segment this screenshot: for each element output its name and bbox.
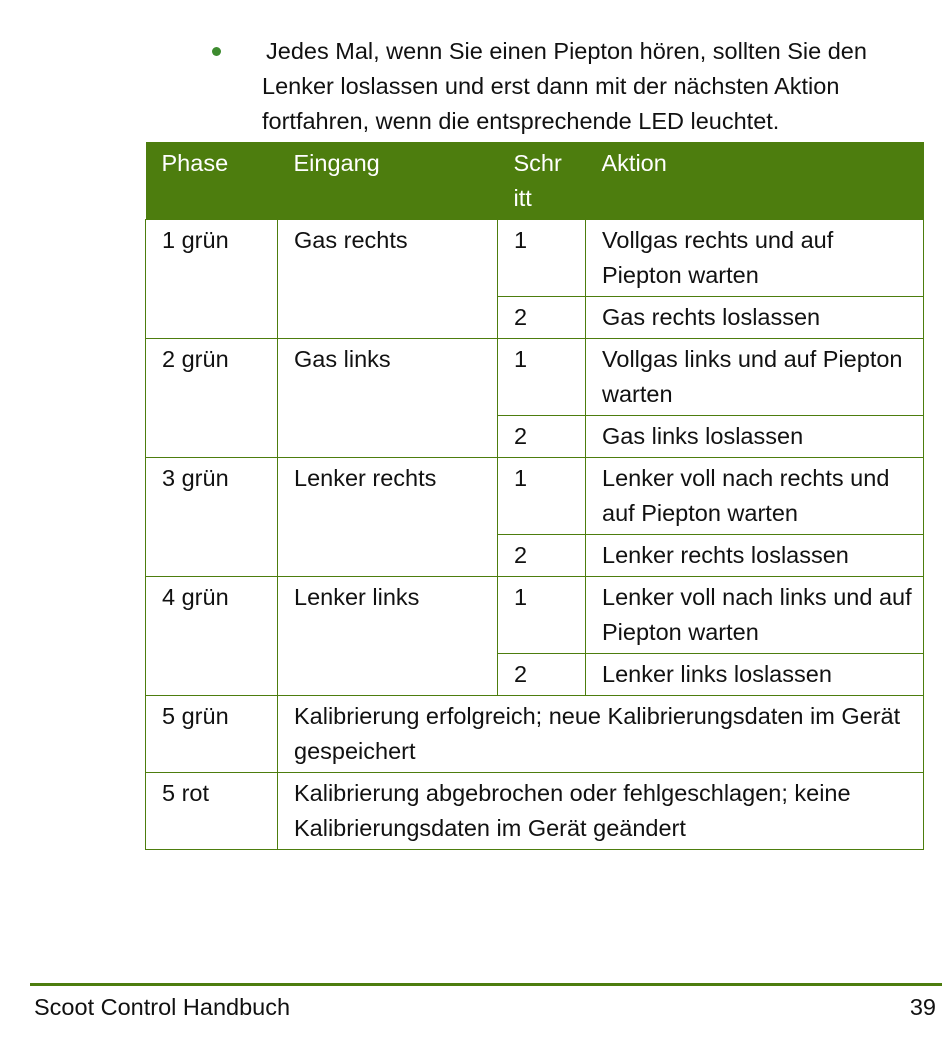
result-cell: Kalibrierung erfolgreich; neue Kalibrierungsdaten im Gerät gespeichert <box>278 696 924 773</box>
action-cell: Vollgas rechts und auf Piepton warten <box>586 220 924 297</box>
bullet-line: Lenker loslassen und erst dann mit der nächsten Aktion <box>262 73 840 99</box>
phase-cell: 5 rot <box>146 773 278 850</box>
table-row <box>146 220 924 297</box>
step-cell: 1 <box>498 577 586 654</box>
input-cell: Gas rechts <box>278 220 498 339</box>
table-row <box>146 773 924 850</box>
header-action: Aktion <box>586 142 924 220</box>
step-cell: 2 <box>498 297 586 339</box>
action-cell: Lenker voll nach links und auf Piepton warten <box>586 577 924 654</box>
bullet-line: Jedes Mal, wenn Sie einen Piepton hören, sollten Sie den <box>266 38 867 64</box>
action-cell: Lenker voll nach rechts und auf Piepton warten <box>586 458 924 535</box>
footer-title: Scoot Control Handbuch <box>34 994 291 1020</box>
action-cell: Vollgas links und auf Piepton warten <box>586 339 924 416</box>
calibration-table <box>145 142 924 850</box>
action-cell: Lenker rechts loslassen <box>586 535 924 577</box>
step-cell: 2 <box>498 535 586 577</box>
table-row <box>146 696 924 773</box>
bullet-text <box>262 34 946 139</box>
step-cell: 1 <box>498 220 586 297</box>
table-row <box>146 339 924 416</box>
phase-cell: 4 grün <box>146 577 278 696</box>
phase-cell: 1 grün <box>146 220 278 339</box>
table-row <box>146 577 924 654</box>
table-header-row <box>146 142 924 220</box>
header-input: Eingang <box>278 142 498 220</box>
header-phase: Phase <box>146 142 278 220</box>
phase-cell: 5 grün <box>146 696 278 773</box>
bullet-dot-icon <box>212 47 221 56</box>
header-step: Schr itt <box>498 142 586 220</box>
step-cell: 1 <box>498 339 586 416</box>
step-cell: 1 <box>498 458 586 535</box>
action-cell: Gas links loslassen <box>586 416 924 458</box>
result-cell: Kalibrierung abgebrochen oder fehlgeschlagen; keine Kalibrierungsdaten im Gerät geändert <box>278 773 924 850</box>
action-cell: Gas rechts loslassen <box>586 297 924 339</box>
phase-cell: 2 grün <box>146 339 278 458</box>
step-cell: 2 <box>498 654 586 696</box>
bullet-line: fortfahren, wenn die entsprechende LED leuchtet. <box>262 108 780 134</box>
table-row <box>146 458 924 535</box>
page-number: 39 <box>909 994 936 1020</box>
phase-cell: 3 grün <box>146 458 278 577</box>
step-cell: 2 <box>498 416 586 458</box>
input-cell: Lenker links <box>278 577 498 696</box>
input-cell: Gas links <box>278 339 498 458</box>
action-cell: Lenker links loslassen <box>586 654 924 696</box>
footer-divider <box>30 983 942 986</box>
input-cell: Lenker rechts <box>278 458 498 577</box>
